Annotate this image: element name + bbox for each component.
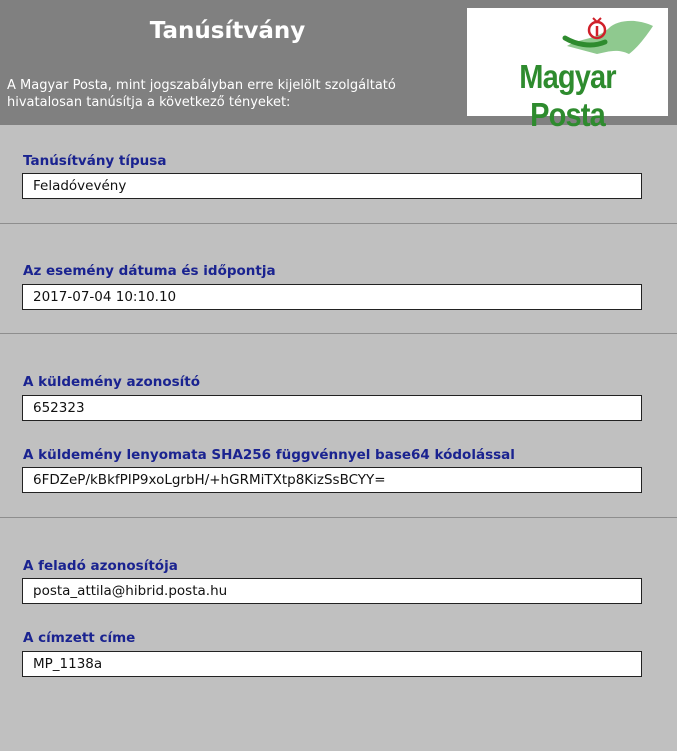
logo-text: Magyar Posta (519, 58, 616, 133)
certificate-type-value: Feladóvevény (33, 178, 127, 194)
certificate-type-field (22, 173, 642, 199)
section-divider (0, 517, 677, 518)
recipient-address-label: A címzett címe (23, 630, 136, 646)
sender-id-value: posta_attila@hibrid.posta.hu (33, 583, 228, 599)
shipment-id-value: 652323 (33, 400, 85, 416)
event-datetime-field (22, 284, 642, 310)
event-datetime-value: 2017-07-04 10:10.10 (33, 289, 177, 305)
sender-id-field (22, 578, 642, 604)
shipment-id-label: A küldemény azonosító (23, 374, 201, 390)
shipment-hash-field (22, 467, 642, 493)
intro-text (7, 77, 447, 111)
sender-id-label: A feladó azonosítója (23, 558, 178, 574)
intro-line-2: hivatalosan tanúsítja a következő tényeket: (7, 95, 291, 110)
recipient-address-field (22, 651, 642, 677)
certificate-title: Tanúsítvány (149, 18, 306, 44)
shipment-hash-value: 6FDZeP/kBkfPIP9xoLgrbH/+hGRMiTXtp8KizSsBCYY= (33, 472, 386, 488)
intro-line-1: A Magyar Posta, mint jogszabályban erre kijelölt szolgáltató (7, 78, 396, 93)
shipment-id-field (22, 395, 642, 421)
recipient-address-value: MP_1138a (33, 656, 103, 672)
certificate-header (0, 0, 677, 133)
magyar-posta-logo (467, 8, 668, 133)
section-divider (0, 223, 677, 224)
certificate-type-label: Tanúsítvány típusa (23, 153, 167, 169)
event-datetime-label: Az esemény dátuma és időpontja (23, 263, 276, 279)
section-divider (0, 333, 677, 334)
shipment-hash-label: A küldemény lenyomata SHA256 függvénnyel base64 kódolással (23, 447, 515, 463)
